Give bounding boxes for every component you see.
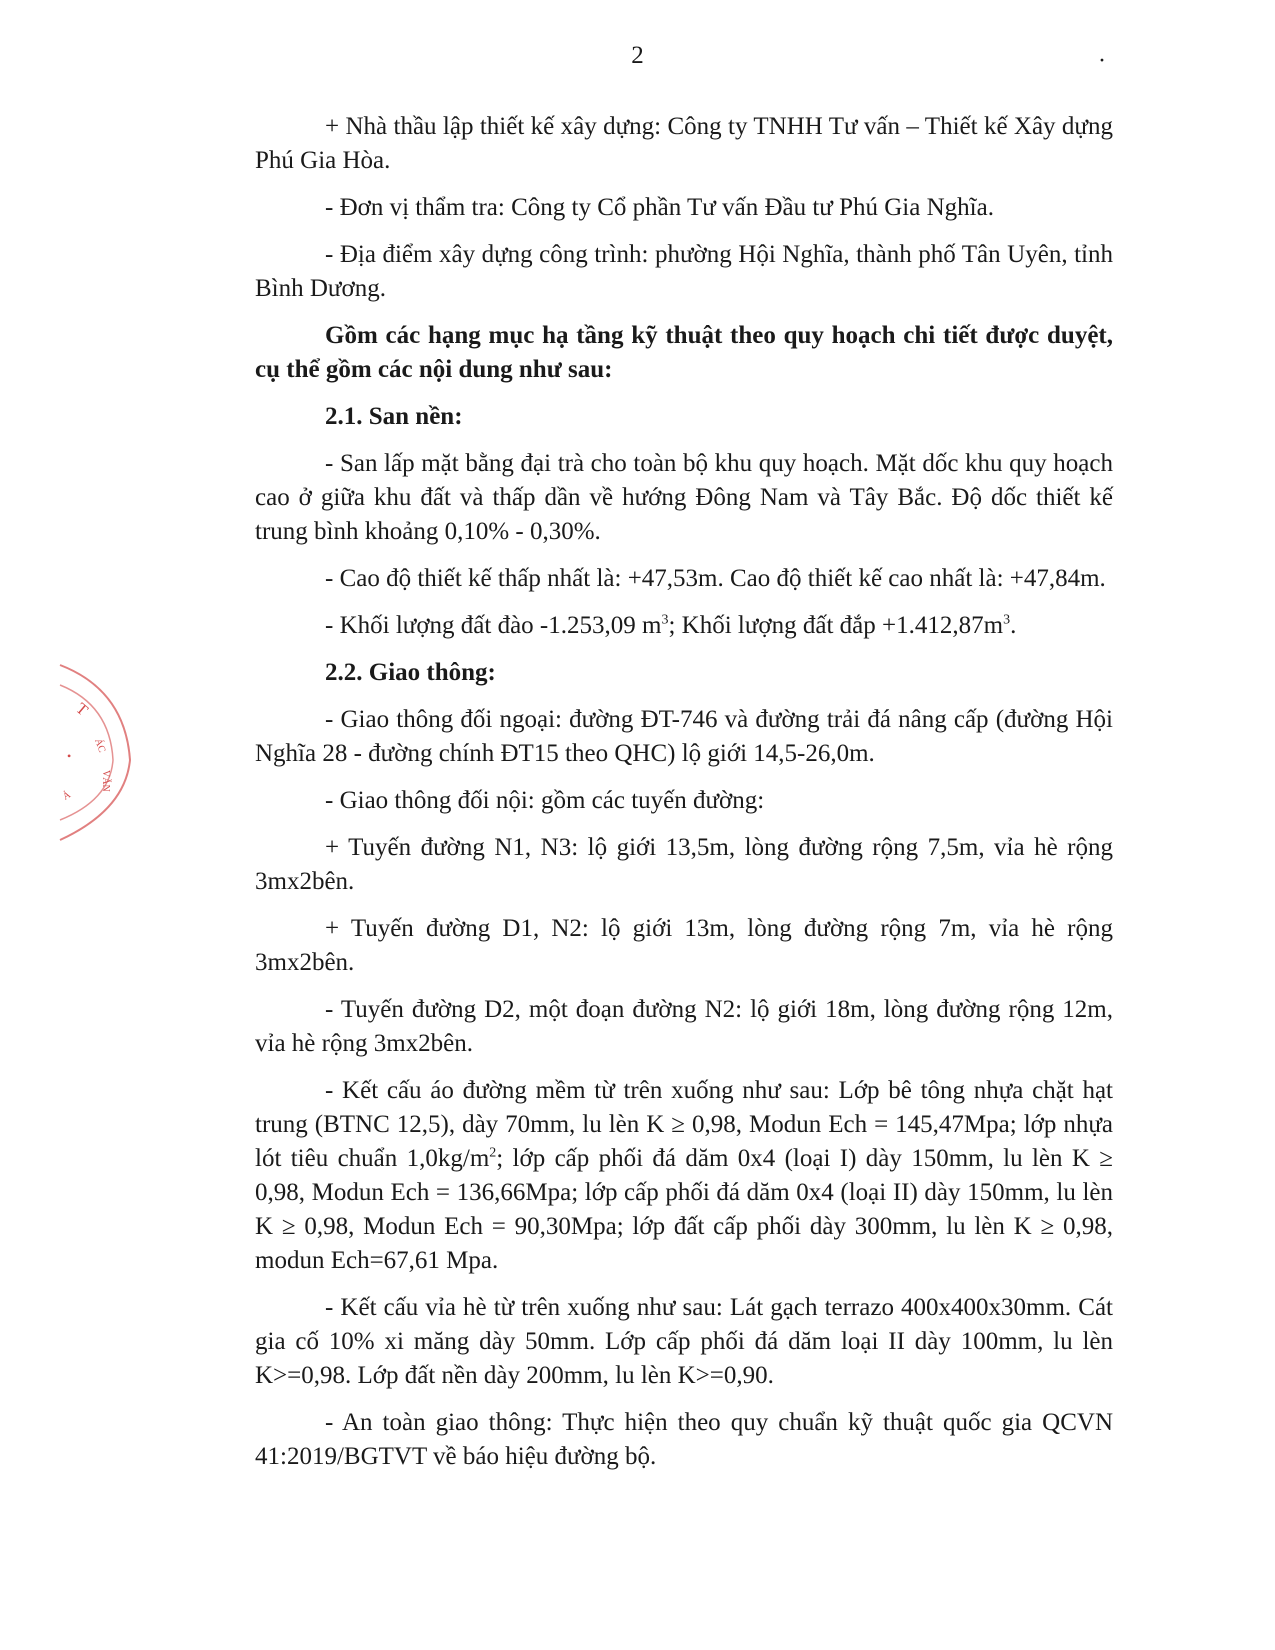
traffic-safety-paragraph: - An toàn giao thông: Thực hiện theo quy chuẩn kỹ thuật quốc gia QCVN 41:2019/BGTVT về báo hiệu đường bộ.: [255, 1409, 1113, 1470]
elevation-paragraph: - Cao độ thiết kế thấp nhất là: +47,53m. Cao độ thiết kế cao nhất là: +47,84m.: [325, 565, 1106, 592]
red-seal-fragment: [55, 650, 145, 850]
document-body: [255, 110, 1113, 1487]
external-traffic-paragraph: - Giao thông đối ngoại: đường ĐT-746 và đường trải đá nâng cấp (đường Hội Nghĩa 28 - đường chính ĐT15 theo QHC) lộ giới 14,5-26,0m.: [255, 706, 1113, 767]
earthwork-volume-paragraph: - Khối lượng đất đào -1.253,09 $m^3$; Khối lượng đất đắp $+1.412,87m^3$.: [325, 612, 1017, 639]
road-n1-n3-paragraph: + Tuyến đường N1, N3: lộ giới 13,5m, lòng đường rộng 7,5m, vỉa hè rộng 3mx2bên.: [255, 834, 1113, 895]
road-d1-n2-paragraph: + Tuyến đường D1, N2: lộ giới 13m, lòng đường rộng 7m, vỉa hè rộng 3mx2bên.: [255, 915, 1113, 976]
sidewalk-structure-paragraph: - Kết cấu vỉa hè từ trên xuống như sau: Lát gạch terrazo 400x400x30mm. Cát gia cố 10% xi măng dày 50mm. Lớp cấp phối đá dăm loại II dày 100mm, lu lèn K>=0,98. Lớp đất nền dày 200mm, lu lèn K>=0,90.: [255, 1294, 1113, 1389]
contractor-paragraph: + Nhà thầu lập thiết kế xây dựng: Công ty TNHH Tư vấn – Thiết kế Xây dựng Phú Gia Hòa.: [255, 113, 1113, 174]
svg-text:•: •: [67, 749, 72, 763]
section-2-1-heading: 2.1. San nền:: [325, 403, 463, 430]
page-number: 2: [631, 42, 644, 69]
svg-text:T: T: [72, 700, 91, 720]
verifier-paragraph: - Đơn vị thẩm tra: Công ty Cổ phần Tư vấn Đầu tư Phú Gia Nghĩa.: [325, 194, 994, 221]
svg-text:Ả: Ả: [61, 789, 73, 803]
road-d2-paragraph: - Tuyến đường D2, một đoạn đường N2: lộ giới 18m, lòng đường rộng 12m, vỉa hè rộng 3mx2bên.: [255, 996, 1113, 1057]
scan-mark: ·: [1098, 48, 1106, 74]
svg-text:ÁC: ÁC: [92, 737, 108, 755]
location-paragraph: - Địa điểm xây dựng công trình: phường Hội Nghĩa, thành phố Tân Uyên, tỉnh Bình Dương.: [255, 241, 1113, 302]
items-intro-paragraph: Gồm các hạng mục hạ tầng kỹ thuật theo quy hoạch chi tiết được duyệt, cụ thể gồm các nội dung như sau:: [255, 322, 1113, 383]
internal-traffic-paragraph: - Giao thông đối nội: gồm các tuyến đường:: [325, 787, 765, 814]
leveling-paragraph: - San lấp mặt bằng đại trà cho toàn bộ khu quy hoạch. Mặt dốc khu quy hoạch cao ở giữa khu đất và thấp dần về hướng Đông Nam và Tây Bắc. Độ dốc thiết kế trung bình khoảng 0,10% - 0,30%.: [255, 450, 1113, 545]
pavement-structure-paragraph: - Kết cấu áo đường mềm từ trên xuống như sau: Lớp bê tông nhựa chặt hạt trung (BTNC 12,5), dày 70mm, lu lèn K ≥ 0,98, Modun Ech = 145,47Mpa; lớp nhựa lót tiêu chuẩn $1,0kg/m^2$; lớp cấp phối đá dăm 0x4 (loại I) dày 150mm, lu lèn K ≥ 0,98, Modun Ech = 136,66Mpa; lớp cấp phối đá dăm 0x4 (loại II) dày 150mm, lu lèn K ≥ 0,98, Modun Ech = 90,30Mpa; lớp đất cấp phối dày 300mm, lu lèn K ≥ 0,98, modun Ech=67,61 Mpa.: [255, 1077, 1113, 1274]
section-2-2-heading: 2.2. Giao thông:: [325, 659, 496, 686]
svg-text:VĂN: VĂN: [100, 770, 111, 792]
